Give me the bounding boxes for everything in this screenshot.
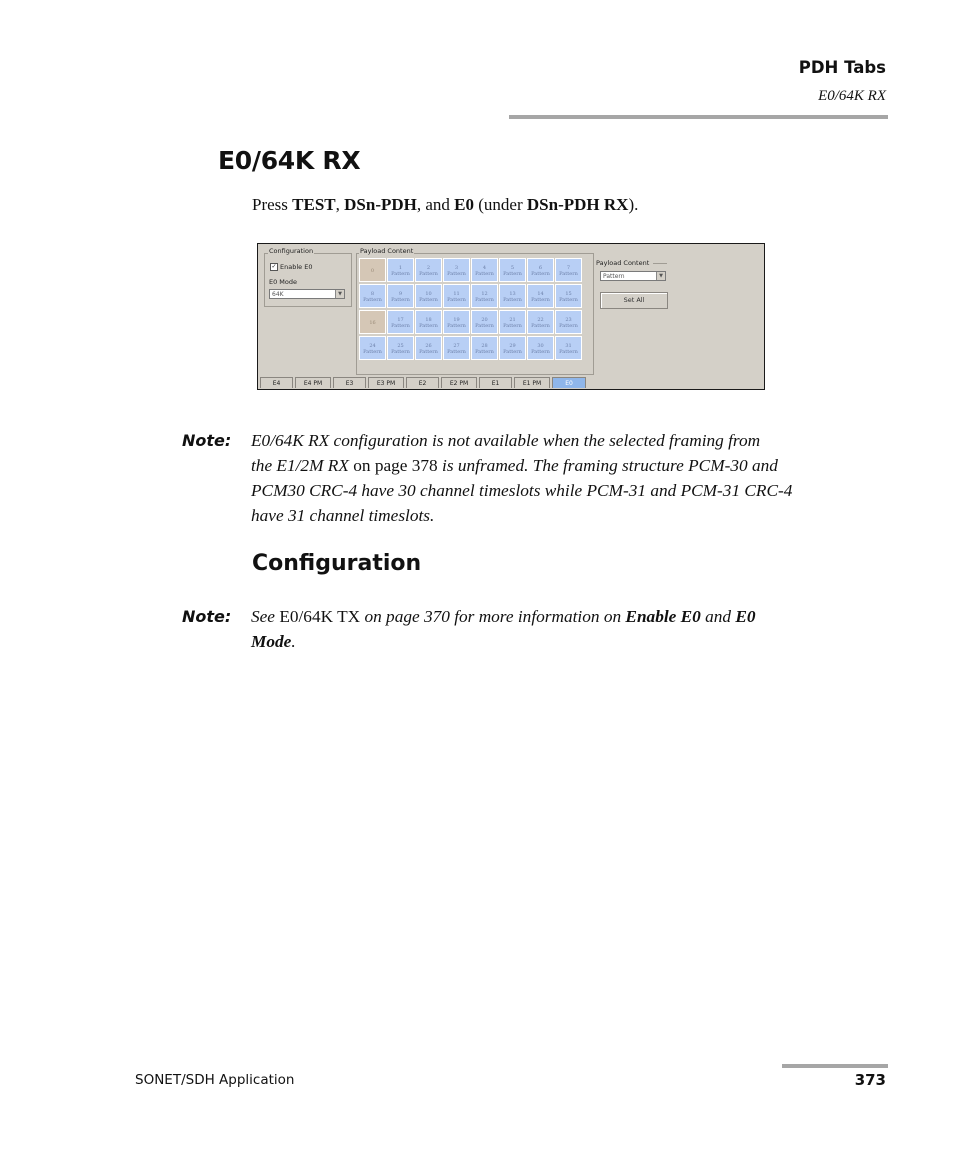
timeslot-content: Pattern bbox=[503, 297, 522, 303]
running-header-title: PDH Tabs bbox=[798, 58, 886, 77]
payload-content-label: Payload Content bbox=[596, 259, 650, 267]
note-text: E0/64K RX configuration is not available when the selected framing from the E1/2M RX on page 378 is unframed. The framing structure PCM-30 and PCM30 CRC-4 have 30 channel timeslots while PCM-31 and PCM-31 CRC-4 have 31 channel timeslots. bbox=[251, 431, 793, 525]
timeslot-content: Pattern bbox=[531, 349, 550, 355]
timeslot-content: Pattern bbox=[503, 323, 522, 329]
timeslot-content: Pattern bbox=[475, 271, 494, 277]
payload-content-select[interactable]: Pattern ▼ bbox=[600, 271, 666, 281]
timeslot-content: Pattern bbox=[447, 349, 466, 355]
timeslot-number: 21 bbox=[509, 317, 516, 323]
timeslot-number: 20 bbox=[481, 317, 488, 323]
timeslot-number: 6 bbox=[538, 265, 543, 271]
timeslot-number: 11 bbox=[453, 291, 460, 297]
page-heading: E0/64K RX bbox=[218, 146, 361, 175]
configuration-group-label: Configuration bbox=[269, 247, 314, 255]
timeslot-cell[interactable] bbox=[415, 258, 442, 282]
timeslot-cell[interactable] bbox=[471, 336, 498, 360]
timeslot-content: Pattern bbox=[447, 323, 466, 329]
enable-e0-label: Enable E0 bbox=[280, 263, 313, 271]
timeslot-number: 23 bbox=[565, 317, 572, 323]
timeslot-number: 29 bbox=[509, 343, 516, 349]
timeslot-number: 2 bbox=[426, 265, 431, 271]
note-label: Note: bbox=[182, 607, 232, 626]
chevron-down-icon: ▼ bbox=[656, 272, 665, 280]
timeslot-content: Pattern bbox=[363, 297, 382, 303]
timeslot-cell[interactable] bbox=[415, 336, 442, 360]
timeslot-number: 7 bbox=[566, 265, 571, 271]
timeslot-number: 16 bbox=[369, 320, 376, 326]
timeslot-content: Pattern bbox=[559, 323, 578, 329]
timeslot-number: 28 bbox=[481, 343, 488, 349]
timeslot-cell[interactable] bbox=[499, 336, 526, 360]
timeslot-number: 30 bbox=[537, 343, 544, 349]
timeslot-cell[interactable] bbox=[527, 310, 554, 334]
timeslot-cell[interactable] bbox=[387, 284, 414, 308]
divider bbox=[653, 263, 667, 264]
enable-e0-checkbox[interactable]: ✓ bbox=[271, 263, 277, 270]
timeslot-content: Pattern bbox=[447, 297, 466, 303]
timeslot-cell[interactable] bbox=[387, 258, 414, 282]
intro-paragraph: Press TEST, DSn-PDH, and E0 (under DSn-PDH RX). bbox=[252, 195, 639, 214]
timeslot-content: Pattern bbox=[419, 349, 438, 355]
tab-e4[interactable]: E4 bbox=[260, 377, 293, 388]
note-label: Note: bbox=[182, 431, 232, 450]
timeslot-number: 4 bbox=[482, 265, 487, 271]
tab-e0[interactable]: E0 bbox=[552, 377, 586, 388]
page-number: 373 bbox=[854, 1071, 886, 1089]
header-rule bbox=[509, 115, 888, 119]
timeslot-number: 0 bbox=[370, 268, 375, 274]
timeslot-cell[interactable] bbox=[527, 336, 554, 360]
timeslot-number: 12 bbox=[481, 291, 488, 297]
timeslot-number: 15 bbox=[565, 291, 572, 297]
note-text: See E0/64K TX on page 370 for more information on Enable E0 and E0 Mode. bbox=[251, 607, 756, 651]
timeslot-number: 3 bbox=[454, 265, 459, 271]
tab-e2-pm[interactable]: E2 PM bbox=[441, 377, 477, 388]
timeslot-cell[interactable] bbox=[471, 310, 498, 334]
timeslot-cell[interactable] bbox=[443, 284, 470, 308]
timeslot-cell[interactable] bbox=[359, 310, 386, 334]
section-heading-configuration: Configuration bbox=[252, 551, 422, 576]
timeslot-cell[interactable] bbox=[555, 284, 582, 308]
timeslot-cell[interactable] bbox=[443, 336, 470, 360]
timeslot-cell[interactable] bbox=[443, 258, 470, 282]
timeslot-cell[interactable] bbox=[527, 284, 554, 308]
timeslot-content: Pattern bbox=[559, 271, 578, 277]
timeslot-cell[interactable] bbox=[415, 284, 442, 308]
timeslot-number: 8 bbox=[370, 291, 375, 297]
timeslot-number: 14 bbox=[537, 291, 544, 297]
timeslot-content: Pattern bbox=[447, 271, 466, 277]
timeslot-number: 27 bbox=[453, 343, 460, 349]
timeslot-number: 9 bbox=[398, 291, 403, 297]
timeslot-cell[interactable] bbox=[555, 336, 582, 360]
timeslot-content: Pattern bbox=[559, 349, 578, 355]
timeslot-content: Pattern bbox=[391, 297, 410, 303]
timeslot-number: 10 bbox=[425, 291, 432, 297]
timeslot-cell[interactable] bbox=[415, 310, 442, 334]
timeslot-content: Pattern bbox=[559, 297, 578, 303]
timeslot-content: Pattern bbox=[391, 349, 410, 355]
tab-e2[interactable]: E2 bbox=[406, 377, 439, 388]
timeslot-content: Pattern bbox=[475, 349, 494, 355]
timeslot-cell[interactable] bbox=[471, 258, 498, 282]
timeslot-cell[interactable] bbox=[387, 336, 414, 360]
timeslot-number: 1 bbox=[398, 265, 403, 271]
timeslot-number: 17 bbox=[397, 317, 404, 323]
chevron-down-icon: ▼ bbox=[335, 290, 344, 298]
e0-mode-select[interactable]: 64K ▼ bbox=[269, 289, 345, 299]
timeslot-content: Pattern bbox=[419, 297, 438, 303]
timeslot-content: Pattern bbox=[363, 349, 382, 355]
tab-e3-pm[interactable]: E3 PM bbox=[368, 377, 404, 388]
timeslot-cell[interactable] bbox=[499, 258, 526, 282]
footer-document-title: SONET/SDH Application bbox=[135, 1072, 295, 1088]
timeslot-cell[interactable] bbox=[499, 284, 526, 308]
timeslot-cell[interactable] bbox=[387, 310, 414, 334]
timeslot-content: Pattern bbox=[503, 349, 522, 355]
timeslot-number: 13 bbox=[509, 291, 516, 297]
timeslot-cell[interactable] bbox=[359, 336, 386, 360]
timeslot-cell[interactable] bbox=[359, 258, 386, 282]
pdh-tab-bar bbox=[258, 376, 764, 389]
timeslot-content: Pattern bbox=[475, 297, 494, 303]
timeslot-cell[interactable] bbox=[555, 310, 582, 334]
timeslot-content: Pattern bbox=[531, 271, 550, 277]
timeslot-cell[interactable] bbox=[499, 310, 526, 334]
timeslot-number: 22 bbox=[537, 317, 544, 323]
e0-mode-label: E0 Mode bbox=[269, 278, 298, 286]
footer-rule bbox=[782, 1064, 888, 1068]
tab-e1-pm[interactable]: E1 PM bbox=[514, 377, 550, 388]
timeslot-number: 18 bbox=[425, 317, 432, 323]
timeslot-number: 31 bbox=[565, 343, 572, 349]
timeslot-number: 24 bbox=[369, 343, 376, 349]
timeslot-cell[interactable] bbox=[443, 310, 470, 334]
timeslot-content: Pattern bbox=[531, 323, 550, 329]
tab-e1[interactable]: E1 bbox=[479, 377, 512, 388]
running-header-subtitle: E0/64K RX bbox=[818, 88, 886, 104]
timeslot-content: Pattern bbox=[419, 271, 438, 277]
timeslot-number: 25 bbox=[397, 343, 404, 349]
timeslot-number: 26 bbox=[425, 343, 432, 349]
timeslot-content: Pattern bbox=[475, 323, 494, 329]
timeslot-number: 19 bbox=[453, 317, 460, 323]
timeslot-number: 5 bbox=[510, 265, 515, 271]
timeslot-content: Pattern bbox=[531, 297, 550, 303]
tab-e4-pm[interactable]: E4 PM bbox=[295, 377, 331, 388]
timeslot-content: Pattern bbox=[391, 323, 410, 329]
tab-e3[interactable]: E3 bbox=[333, 377, 366, 388]
timeslot-cell[interactable] bbox=[471, 284, 498, 308]
payload-content-group-label: Payload Content bbox=[360, 247, 414, 255]
timeslot-cell[interactable] bbox=[527, 258, 554, 282]
timeslot-content: Pattern bbox=[503, 271, 522, 277]
set-all-button[interactable]: Set All bbox=[600, 292, 668, 309]
timeslot-cell[interactable] bbox=[359, 284, 386, 308]
timeslot-content: Pattern bbox=[419, 323, 438, 329]
timeslot-cell[interactable] bbox=[555, 258, 582, 282]
timeslot-content: Pattern bbox=[391, 271, 410, 277]
